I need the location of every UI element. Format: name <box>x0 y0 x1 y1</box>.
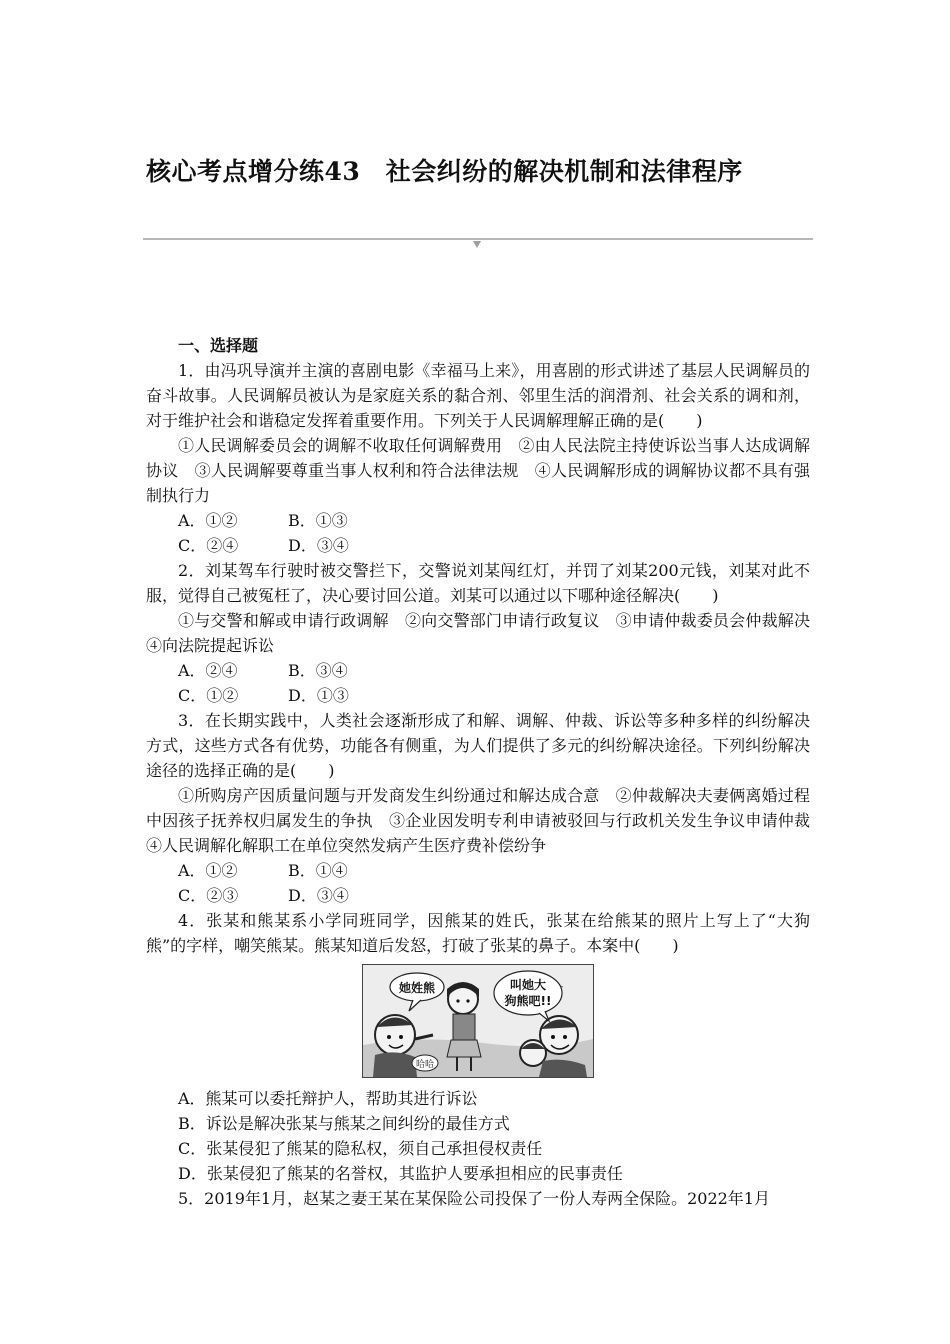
cartoon-illustration <box>362 964 594 1078</box>
question-3-stem: 3．在长期实践中，人类社会逐渐形成了和解、调解、仲裁、诉讼等多种多样的纠纷解决方式，这些方式各有优势，功能各有侧重，为人们提供了多元的纠纷解决途径。下列纠纷解决途径的选择正确的是( ) <box>146 711 810 780</box>
question-1-options-row-2 <box>178 533 810 558</box>
question-2-option-a: A．②④ <box>178 661 238 680</box>
question-2-options-row-1 <box>178 658 810 683</box>
divider-marker-icon <box>473 241 481 248</box>
question-4-option-b: B．诉讼是解决张某与熊某之间纠纷的最佳方式 <box>178 1114 510 1133</box>
question-1-option-d: D．③④ <box>288 536 349 555</box>
question-3-options-row-1 <box>178 858 810 883</box>
question-4-option-a: A．熊某可以委托辩护人，帮助其进行诉讼 <box>178 1089 478 1108</box>
bubble-left-text: 她姓熊 <box>398 981 436 995</box>
question-3-statements: ①所购房产因质量问题与开发商发生纠纷通过和解达成合意 ②仲裁解决夫妻俩离婚过程中因孩子抚养权归属发生的争执 ③企业因发明专利申请被驳回与行政机关发生争议申请仲裁 ④人民调解化解职工在单位突然发病产生医疗费补偿纷争 <box>146 786 827 855</box>
question-3-option-b: B．①④ <box>288 861 348 880</box>
question-2-statements: ①与交警和解或申请行政调解 ②向交警部门申请行政复议 ③申请仲裁委员会仲裁解决 ④向法院提起诉讼 <box>146 611 827 655</box>
question-4-option-c: C．张某侵犯了熊某的隐私权，须自己承担侵权责任 <box>178 1139 543 1158</box>
question-3-option-a: A．①② <box>178 861 238 880</box>
question-2-option-d: D．①③ <box>288 686 349 705</box>
question-3-options-row-2 <box>178 883 810 908</box>
laugh-text: 哈哈 <box>415 1060 435 1070</box>
question-1-stem: 1．由冯巩导演并主演的喜剧电影《幸福马上来》，用喜剧的形式讲述了基层人民调解员的奋斗故事。人民调解员被认为是家庭关系的黏合剂、邻里生活的润滑剂、社会关系的调和剂，对于维护社会和谐稳定发挥着重要作用。下列关于人民调解理解正确的是( ) <box>146 361 810 430</box>
title-divider <box>143 238 813 240</box>
question-4-option-d: D．张某侵犯了熊某的名誉权，其监护人要承担相应的民事责任 <box>178 1164 623 1183</box>
question-3-option-d: D．③④ <box>288 886 349 905</box>
question-4-stem: 4．张某和熊某系小学同班同学，因熊某的姓氏，张某在给熊某的照片上写上了“大狗熊”的字样，嘲笑熊某。熊某知道后发怒，打破了张某的鼻子。本案中( ) <box>146 911 810 955</box>
question-1-option-c: C．②④ <box>178 536 239 555</box>
question-1-option-b: B．①③ <box>288 511 348 530</box>
question-5-stem: 5．2019年1月，赵某之妻王某在某保险公司投保了一份人寿两全保险。2022年1月 <box>178 1189 770 1208</box>
page-title: 核心考点增分练43 社会纠纷的解决机制和法律程序 <box>146 157 743 186</box>
question-2-options-row-2 <box>178 683 810 708</box>
question-1-options-row-1 <box>178 508 810 533</box>
question-1-statements: ①人民调解委员会的调解不收取任何调解费用 ②由人民法院主持使诉讼当事人达成调解协议 ③人民调解要尊重当事人权利和符合法律法规 ④人民调解形成的调解协议都不具有强制执行力 <box>146 436 810 505</box>
cartoon-container <box>146 964 810 1078</box>
question-2-option-c: C．①② <box>178 686 239 705</box>
section-heading: 一、选择题 <box>178 336 259 355</box>
question-1-option-a: A．①② <box>178 511 238 530</box>
question-3-option-c: C．②③ <box>178 886 239 905</box>
question-2-stem: 2．刘某驾车行驶时被交警拦下，交警说刘某闯红灯，并罚了刘某200元钱，刘某对此不服，觉得自己被冤枉了，决心要讨回公道。刘某可以通过以下哪种途径解决( ) <box>146 561 810 605</box>
question-content <box>146 333 827 1211</box>
bubble-right-text-line-1: 叫她大 <box>509 978 547 992</box>
question-2-option-b: B．③④ <box>288 661 348 680</box>
bubble-right-text-line-2: 狗熊吧!! <box>504 994 552 1008</box>
